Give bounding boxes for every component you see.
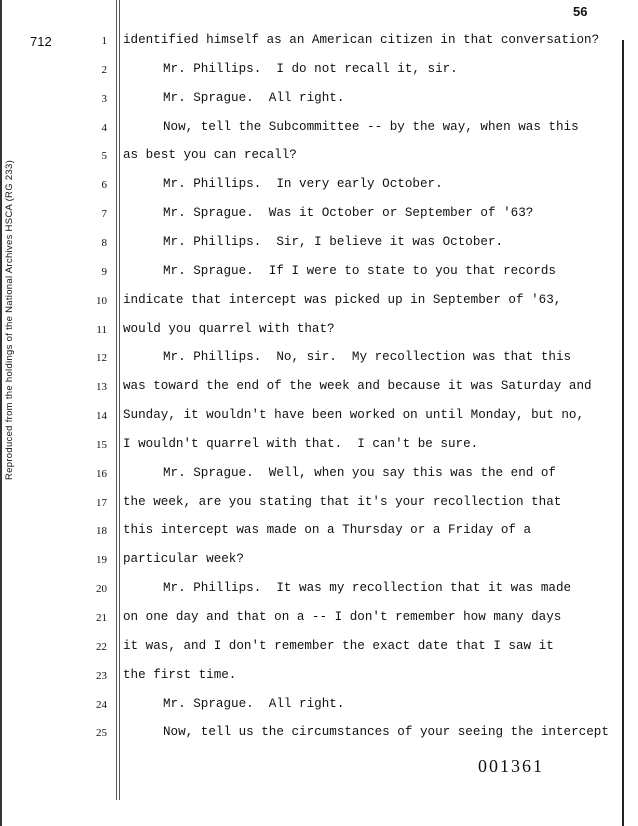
line-number: 17 <box>96 496 107 509</box>
line-number: 23 <box>96 669 107 682</box>
line-number: 16 <box>96 467 107 480</box>
transcript-line <box>0 91 638 111</box>
transcript-line <box>0 322 638 342</box>
transcript-line <box>0 639 638 659</box>
transcript-line <box>0 523 638 543</box>
line-text: Mr. Phillips. I do not recall it, sir. <box>163 61 458 76</box>
transcript-line <box>0 552 638 572</box>
line-number: 4 <box>101 121 107 134</box>
line-text: Sunday, it wouldn't have been worked on until Monday, but no, <box>123 408 585 423</box>
transcript-line <box>0 62 638 82</box>
line-text: Mr. Phillips. It was my recollection that it was made <box>163 581 572 596</box>
line-text: particular week? <box>123 552 244 567</box>
line-number: 25 <box>96 727 107 740</box>
document-stamp: 001361 <box>478 756 544 776</box>
transcript-line <box>0 120 638 140</box>
line-text: would you quarrel with that? <box>123 321 335 336</box>
line-number: 11 <box>96 323 107 336</box>
line-number: 8 <box>101 236 107 249</box>
line-text: Mr. Sprague. If I were to state to you that records <box>163 263 556 278</box>
line-text: was toward the end of the week and because it was Saturday and <box>123 379 592 394</box>
transcript-line <box>0 437 638 457</box>
transcript-line <box>0 148 638 168</box>
transcript-line <box>0 668 638 688</box>
line-text: Mr. Sprague. All right. <box>163 696 345 711</box>
transcript-line <box>0 206 638 226</box>
line-text: Mr. Phillips. In very early October. <box>163 177 443 192</box>
line-number: 2 <box>101 63 107 76</box>
transcript-line <box>0 293 638 313</box>
line-text: it was, and I don't remember the exact date that I saw it <box>123 638 554 653</box>
line-number: 3 <box>101 92 107 105</box>
transcript-line <box>0 177 638 197</box>
line-number: 1 <box>101 35 107 47</box>
archive-margin-note: Reproduced from the holdings of the National Archives HSCA (RG 233) <box>4 159 15 480</box>
line-text: I wouldn't quarrel with that. I can't be sure. <box>123 436 479 451</box>
line-number: 6 <box>101 179 107 192</box>
line-number: 20 <box>96 583 107 596</box>
line-text: as best you can recall? <box>123 148 297 163</box>
line-text: the first time. <box>123 667 237 682</box>
line-number: 9 <box>101 265 107 278</box>
line-number: 10 <box>96 294 107 307</box>
transcript-line <box>0 379 638 399</box>
line-text: Mr. Sprague. Was it October or September of '63? <box>163 206 534 221</box>
transcript-line <box>0 466 638 486</box>
line-text: Mr. Sprague. Well, when you say this was the end of <box>163 465 556 480</box>
transcript-line <box>0 235 638 255</box>
line-number: 14 <box>96 410 107 423</box>
line-number: 24 <box>96 698 107 711</box>
line-number: 7 <box>101 208 107 221</box>
page-number: 56 <box>573 4 588 19</box>
transcript-line <box>0 610 638 630</box>
line-number: 22 <box>96 640 107 653</box>
line-number: 12 <box>96 352 107 365</box>
line-text: this intercept was made on a Thursday or a Friday of a <box>123 523 532 538</box>
line-number: 18 <box>96 525 107 538</box>
line-text: Now, tell us the circumstances of your seeing the intercept <box>163 725 609 740</box>
line-text: identified himself as an American citizen in that conversation? <box>123 33 600 47</box>
line-number: 5 <box>101 150 107 163</box>
side-number: 712 <box>30 34 52 49</box>
line-text: Mr. Phillips. No, sir. My recollection was that this <box>163 350 572 365</box>
line-number: 19 <box>96 554 107 567</box>
transcript-line <box>0 697 638 717</box>
line-text: indicate that intercept was picked up in September of '63, <box>123 292 562 307</box>
transcript-line <box>0 264 638 284</box>
transcript-line <box>0 350 638 370</box>
line-text: the week, are you stating that it's your recollection that <box>123 494 562 509</box>
line-text: Mr. Sprague. All right. <box>163 90 345 105</box>
line-number: 15 <box>96 438 107 451</box>
line-text: Now, tell the Subcommittee -- by the way, when was this <box>163 119 579 134</box>
transcript-line <box>0 495 638 515</box>
line-number: 21 <box>96 612 107 624</box>
transcript-line <box>0 725 638 745</box>
line-text: on one day and that on a -- I don't remember how many days <box>123 610 562 624</box>
transcript-line <box>0 408 638 428</box>
line-text: Mr. Phillips. Sir, I believe it was October. <box>163 234 504 249</box>
transcript-line <box>0 581 638 601</box>
transcript-line <box>0 33 638 53</box>
line-number: 13 <box>96 381 107 394</box>
